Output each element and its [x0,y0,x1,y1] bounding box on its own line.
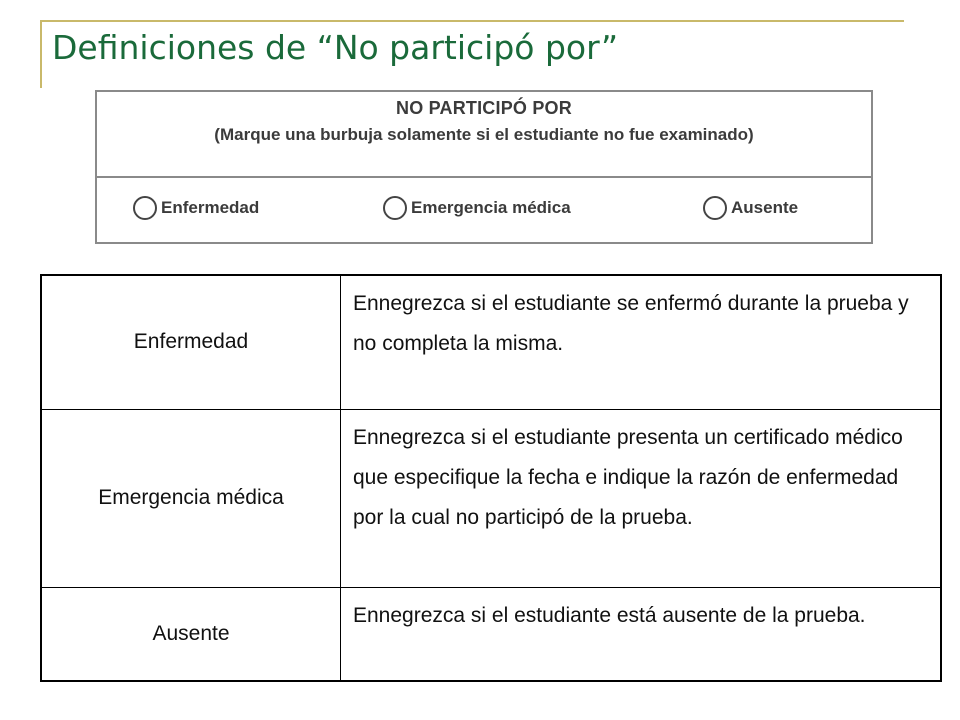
form-heading: NO PARTICIPÓ POR [396,98,572,118]
option-label: Enfermedad [161,198,260,217]
form-header [97,92,871,178]
option-emergencia-medica[interactable] [383,196,571,220]
table-row [41,275,941,409]
title-accent-line-top [40,20,904,22]
form-snippet [95,90,873,244]
definition-cell: Ennegrezca si el estudiante se enfermó durante la prueba y no completa la misma. [341,275,942,409]
form-options [97,178,871,242]
bubble-icon[interactable] [703,196,727,220]
title-accent-line-left [40,20,42,88]
option-ausente[interactable] [703,196,798,220]
term-cell: Enfermedad [41,275,341,409]
term-cell: Emergencia médica [41,409,341,587]
table-row [41,587,941,681]
table-row [41,409,941,587]
term-cell: Ausente [41,587,341,681]
definitions-table [40,274,942,682]
slide-title: Definiciones de “No participó por” [52,28,619,67]
definition-cell: Ennegrezca si el estudiante está ausente de la prueba. [341,587,942,681]
option-enfermedad[interactable] [133,196,259,220]
bubble-icon[interactable] [383,196,407,220]
bubble-icon[interactable] [133,196,157,220]
definition-cell: Ennegrezca si el estudiante presenta un certificado médico que especifique la fecha e indique la razón de enfermedad por la cual no participó de la prueba. [341,409,942,587]
option-label: Ausente [731,198,799,217]
form-subheading: (Marque una burbuja solamente si el estudiante no fue examinado) [214,125,754,144]
option-label: Emergencia médica [411,198,571,217]
